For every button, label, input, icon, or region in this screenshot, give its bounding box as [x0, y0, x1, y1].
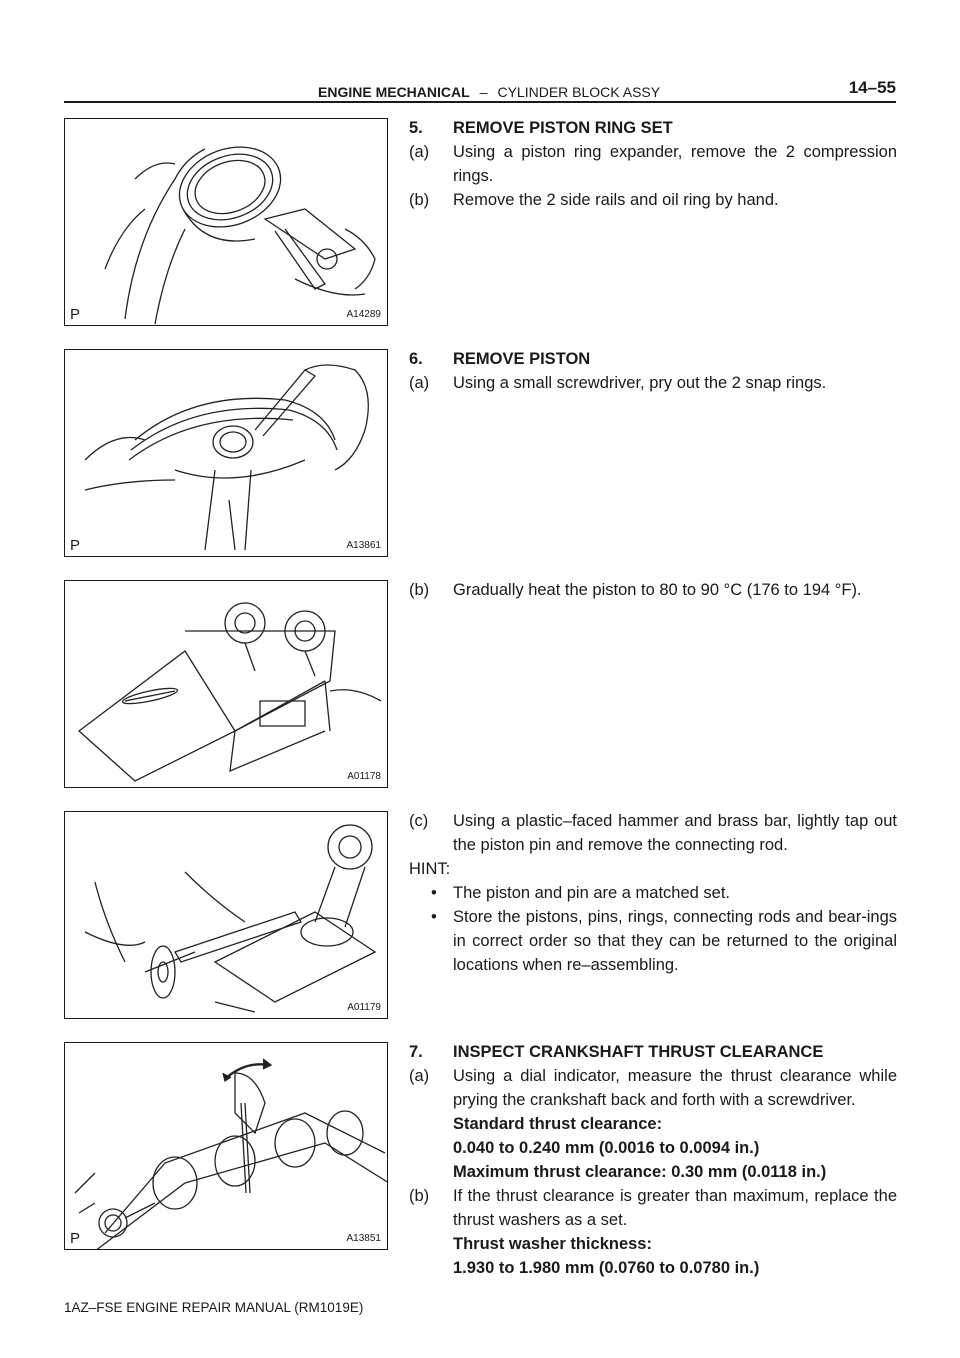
step6-c-block — [409, 809, 897, 977]
step7-heading — [409, 1040, 897, 1064]
substep-text: Gradually heat the piston to 80 to 90 °C (176 to 194 °F). — [453, 581, 862, 599]
substep-label: (b) — [409, 191, 430, 209]
header-rule — [64, 101, 896, 103]
hint-bullet — [431, 905, 897, 977]
substep-label: (a) — [409, 1067, 430, 1085]
figure-code: A14289 — [346, 309, 381, 320]
step-title: REMOVE PISTON RING SET — [453, 119, 673, 137]
spec-label: Standard thrust clearance: — [453, 1115, 663, 1133]
illustration-heater-box — [65, 581, 388, 788]
step6-heading — [409, 347, 897, 371]
substep-text: Using a small screwdriver, pry out the 2 snap rings. — [453, 374, 827, 392]
bullet-mark: • — [431, 884, 437, 902]
step-number: 7. — [409, 1043, 423, 1061]
substep-text: Remove the 2 side rails and oil ring by hand. — [453, 191, 779, 209]
figure-mark: P — [70, 306, 81, 323]
step7-a — [409, 1064, 897, 1112]
footer-manual: 1AZ–FSE ENGINE REPAIR MANUAL (RM1019E) — [64, 1300, 364, 1315]
figure-code: A01178 — [347, 771, 381, 782]
figure-code: A01179 — [347, 1002, 381, 1013]
bullet-text: The piston and pin are a matched set. — [453, 884, 731, 902]
substep-text: Using a dial indicator, measure the thrust clearance while prying the crankshaft back and forth with a screwdriver. — [453, 1067, 897, 1109]
bullet-text: Store the pistons, pins, rings, connecting rods and bear-ings in correct order so that they can be returned to the original locations when re–assembling. — [453, 908, 897, 974]
step7-block — [409, 1040, 897, 1280]
hint-bullet — [431, 881, 897, 905]
figure-crankshaft-thrust — [64, 1042, 388, 1250]
substep-label: (c) — [409, 812, 429, 830]
spec-label: Thrust washer thickness: — [453, 1235, 652, 1253]
step7-b — [409, 1184, 897, 1232]
spec-value: 1.930 to 1.980 mm (0.0760 to 0.0780 in.) — [453, 1259, 760, 1277]
header-separator: – — [479, 84, 488, 100]
step-title: REMOVE PISTON — [453, 350, 591, 368]
figure-piston-ring-expander — [64, 118, 388, 326]
figure-mark: P — [70, 537, 81, 554]
spec-value: Maximum thrust clearance: 0.30 mm (0.0118 in.) — [453, 1163, 827, 1181]
substep-label: (a) — [409, 143, 430, 161]
figure-snap-rings — [64, 349, 388, 557]
header-subsection: CYLINDER BLOCK ASSY — [497, 84, 661, 100]
step5-heading — [409, 116, 897, 140]
illustration-snap-rings — [65, 350, 388, 557]
step5-block — [409, 116, 897, 212]
figure-code: A13851 — [346, 1233, 381, 1244]
step-number: 6. — [409, 350, 423, 368]
step6-b — [409, 578, 897, 602]
hint-label: HINT: — [409, 860, 451, 878]
illustration-ring-expander — [65, 119, 388, 326]
illustration-dial-indicator — [65, 1043, 388, 1250]
substep-label: (a) — [409, 374, 430, 392]
illustration-hammer-brass-bar — [65, 812, 388, 1019]
step6-c — [409, 809, 897, 857]
step5-b — [409, 188, 897, 212]
substep-text: If the thrust clearance is greater than maximum, replace the thrust washers as a set. — [453, 1187, 897, 1229]
figure-tap-piston-pin — [64, 811, 388, 1019]
step6-b-block — [409, 578, 897, 602]
page-number: 14–55 — [848, 78, 896, 97]
figure-mark: P — [70, 1230, 81, 1247]
bullet-mark: • — [431, 908, 437, 926]
substep-label: (b) — [409, 581, 430, 599]
step6-a — [409, 371, 897, 395]
substep-text: Using a piston ring expander, remove the 2 compression rings. — [453, 143, 897, 185]
substep-label: (b) — [409, 1187, 430, 1205]
step5-a — [409, 140, 897, 188]
header-title — [318, 84, 660, 100]
figure-heat-piston — [64, 580, 388, 788]
spec-value: 0.040 to 0.240 mm (0.0016 to 0.0094 in.) — [453, 1139, 760, 1157]
step6-block — [409, 347, 897, 395]
step-number: 5. — [409, 119, 423, 137]
figure-code: A13861 — [346, 540, 381, 551]
header-section: ENGINE MECHANICAL — [318, 84, 470, 100]
substep-text: Using a plastic–faced hammer and brass bar, lightly tap out the piston pin and remove the connecting rod. — [453, 812, 897, 854]
step-title: INSPECT CRANKSHAFT THRUST CLEARANCE — [453, 1043, 824, 1061]
